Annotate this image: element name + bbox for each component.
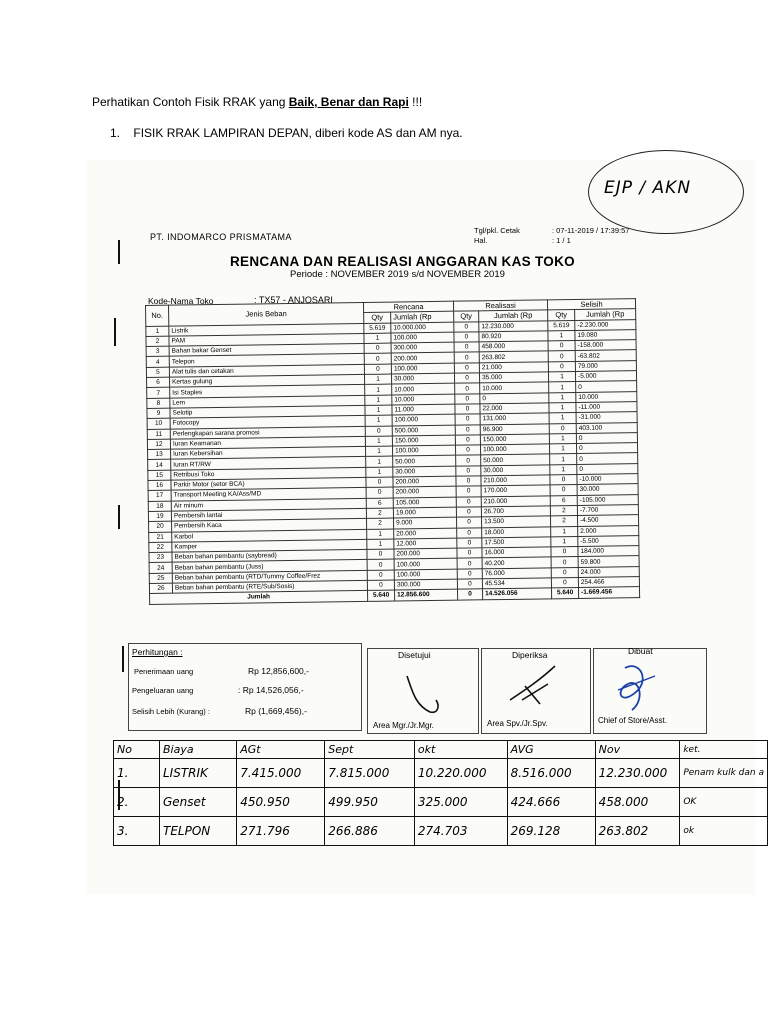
table-cell-q3: 6	[550, 495, 577, 506]
table-cell-j2: 35.000	[479, 372, 548, 383]
table-cell-j3: 24.000	[578, 566, 639, 577]
calculation-title: Perhitungan :	[132, 647, 183, 657]
table-cell-j2: 80.920	[479, 331, 548, 342]
table-cell-j1: 11.000	[392, 404, 455, 415]
table-cell-q2: 0	[454, 363, 479, 374]
header-jumlah: Jumlah (Rp	[391, 311, 454, 322]
area-spv-label: Area Spv./Jr.Spv.	[487, 719, 548, 728]
handwritten-cell: 8.516.000	[507, 759, 595, 788]
handwritten-cell: 2.	[114, 788, 160, 817]
table-cell-q2: 0	[456, 476, 481, 487]
table-cell-no: 13	[148, 449, 171, 460]
table-cell-q2: 0	[457, 579, 482, 590]
penerimaan-value: Rp 12,856,600,-	[248, 666, 309, 676]
table-cell-q3: 0	[551, 557, 578, 568]
table-cell-q3: 1	[549, 433, 576, 444]
area-mgr-label: Area Mgr./Jr.Mgr.	[373, 721, 434, 730]
table-cell-no: 23	[149, 552, 172, 563]
table-cell-j3: 0	[576, 381, 637, 392]
table-cell-q2: 0	[456, 486, 481, 497]
table-cell-q2: 0	[455, 424, 480, 435]
handwritten-header-cell: Sept	[325, 741, 415, 759]
table-cell-q1: 0	[364, 364, 391, 375]
table-cell-name: Air minum	[171, 498, 366, 511]
table-cell-no: 1	[146, 326, 169, 337]
table-cell-name: Iuran Kebersihan	[171, 447, 366, 460]
handwritten-cell: 274.703	[414, 817, 507, 846]
table-cell-j1: 9.000	[394, 517, 457, 528]
table-cell-j2: 100.000	[480, 444, 549, 455]
table-cell-j2: 40.200	[482, 557, 551, 568]
table-cell-q1: 1	[367, 539, 394, 550]
handwritten-cell: 7.415.000	[237, 759, 325, 788]
handwritten-header-cell: okt	[414, 741, 507, 759]
handwritten-cell: 12.230.000	[595, 759, 680, 788]
total-cell: 0	[458, 589, 483, 600]
table-cell-j1: 19.000	[393, 507, 456, 518]
total-cell: 5.640	[368, 590, 395, 601]
header-rencana: Rencana	[363, 301, 453, 313]
table-cell-no: 3	[146, 346, 169, 357]
table-cell-j2: 26.700	[481, 506, 550, 517]
table-cell-q1: 1	[364, 374, 391, 385]
header-qty: Qty	[548, 310, 575, 321]
dibuat-label: Dibuat	[628, 646, 653, 656]
table-cell-q2: 0	[457, 527, 482, 538]
table-cell-name: Bahan bakar Genset	[169, 344, 364, 357]
handwritten-cell: 269.128	[507, 817, 595, 846]
table-cell-name: Alat tulis dan cetakan	[169, 364, 364, 377]
table-cell-q3: 1	[549, 382, 576, 393]
table-cell-j2: 18.000	[482, 526, 551, 537]
handwritten-stamp-text: EJP / AKN	[604, 178, 692, 198]
table-cell-j3: 0	[577, 453, 638, 464]
table-cell-q1: 1	[365, 415, 392, 426]
table-cell-q1: 1	[365, 446, 392, 457]
table-cell-q3: 1	[550, 454, 577, 465]
table-cell-j1: 300.000	[391, 342, 454, 353]
table-cell-no: 20	[149, 521, 172, 532]
table-cell-j2: 170.000	[481, 485, 550, 496]
table-cell-j2: 458.000	[479, 341, 548, 352]
table-cell-j2: 0	[480, 393, 549, 404]
table-cell-j2: 76.000	[482, 568, 551, 579]
table-cell-name: Retribusi Toko	[171, 467, 366, 480]
table-cell-no: 22	[149, 542, 172, 553]
header-qty: Qty	[364, 312, 391, 323]
table-cell-q3: 0	[551, 577, 578, 588]
table-cell-name: Pembersih Kaca	[172, 519, 367, 532]
table-cell-j3: 0	[577, 463, 638, 474]
table-cell-q3: 0	[550, 475, 577, 486]
handwritten-cell: LISTRIK	[159, 759, 236, 788]
table-cell-j2: 45.534	[482, 578, 551, 589]
table-cell-q2: 0	[456, 496, 481, 507]
handwritten-cell: 263.802	[595, 817, 680, 846]
table-cell-name: PAM	[169, 333, 364, 346]
table-cell-j2: 210.000	[481, 496, 550, 507]
table-cell-j2: 30.000	[481, 465, 550, 476]
total-cell: 14.526.056	[482, 588, 551, 599]
table-cell-q1: 0	[367, 559, 394, 570]
table-cell-no: 10	[147, 418, 170, 429]
table-cell-j3: 30.000	[577, 484, 638, 495]
penerimaan-label: Penerimaan uang	[134, 667, 194, 676]
page-label: Hal.	[474, 236, 488, 245]
table-cell-j3: -105.000	[577, 494, 638, 505]
handwritten-cell: 499.950	[325, 788, 415, 817]
table-cell-j1: 30.000	[391, 373, 454, 384]
table-cell-no: 12	[147, 439, 170, 450]
handwritten-cell: 325.000	[414, 788, 507, 817]
intro-suffix: !!!	[408, 95, 423, 109]
table-cell-no: 8	[147, 398, 170, 409]
table-cell-name: Telepon	[169, 354, 364, 367]
table-cell-j2: 150.000	[480, 434, 549, 445]
table-cell-q3: 1	[550, 464, 577, 475]
handwritten-header-cell: AVG	[507, 741, 595, 759]
table-cell-q2: 0	[454, 332, 479, 343]
handwritten-header-cell: ket.	[680, 741, 768, 759]
table-cell-no: 2	[146, 336, 169, 347]
total-cell: -1.669.456	[578, 587, 639, 598]
table-cell-name: Iuran RT/RW	[171, 457, 366, 470]
table-cell-q2: 0	[454, 342, 479, 353]
table-cell-j3: 184.000	[578, 546, 639, 557]
handwritten-cell: 7.815.000	[325, 759, 415, 788]
table-cell-q3: 1	[549, 444, 576, 455]
table-cell-j3: -63.802	[575, 350, 636, 361]
table-cell-no: 7	[147, 388, 170, 399]
table-cell-name: Perlengkapan sarana promosi	[170, 426, 365, 439]
table-cell-j1: 150.000	[392, 435, 455, 446]
table-cell-q3: 1	[548, 330, 575, 341]
table-cell-j2: 96.900	[480, 423, 549, 434]
table-cell-q1: 2	[367, 518, 394, 529]
total-cell: 12.856.600	[395, 589, 458, 600]
table-cell-q1: 0	[364, 354, 391, 365]
table-cell-name: Iuran Keamanan	[170, 436, 365, 449]
table-cell-q1: 0	[366, 477, 393, 488]
table-cell-no: 15	[148, 470, 171, 481]
table-cell-no: 11	[147, 429, 170, 440]
print-date-label: Tgl/pkl. Cetak	[474, 226, 520, 235]
handwritten-header-cell: Biaya	[159, 741, 236, 759]
handwritten-cell: OK	[680, 788, 768, 817]
table-cell-q1: 1	[366, 467, 393, 478]
table-cell-name: Kertas gulung	[170, 375, 365, 388]
handwritten-cell: 10.220.000	[414, 759, 507, 788]
table-cell-j3: -5.500	[578, 535, 639, 546]
table-cell-j1: 50.000	[393, 456, 456, 467]
table-cell-no: 6	[147, 377, 170, 388]
table-cell-q3: 0	[551, 547, 578, 558]
table-cell-q2: 0	[457, 538, 482, 549]
table-cell-j2: 50.000	[481, 454, 550, 465]
handwritten-cell: 3.	[114, 817, 160, 846]
table-cell-q2: 0	[455, 414, 480, 425]
table-cell-j3: 2.000	[578, 525, 639, 536]
table-cell-q3: 0	[551, 567, 578, 578]
table-cell-q1: 1	[365, 384, 392, 395]
table-cell-j2: 131.000	[480, 413, 549, 424]
table-cell-name: Beban bahan pembantu (saybread)	[172, 550, 367, 563]
table-cell-j3: 79.000	[575, 360, 636, 371]
table-cell-j1: 20.000	[394, 528, 457, 539]
table-cell-q2: 0	[454, 373, 479, 384]
table-cell-name: Beban bahan pembantu (RTD/Tummy Coffee/Frez	[172, 570, 367, 583]
table-cell-j1: 200.000	[393, 487, 456, 498]
diperiksa-label: Diperiksa	[512, 650, 548, 660]
table-cell-no: 21	[149, 532, 172, 543]
table-cell-q1: 0	[366, 487, 393, 498]
table-cell-q1: 0	[367, 570, 394, 581]
handwritten-cell: 1.	[114, 759, 160, 788]
table-cell-q1: 0	[367, 549, 394, 560]
table-cell-q3: 0	[550, 485, 577, 496]
table-cell-q2: 0	[455, 383, 480, 394]
header-jumlah: Jumlah (Rp	[479, 310, 548, 321]
table-cell-j1: 100.000	[394, 569, 457, 580]
header-selisih: Selisih	[547, 299, 635, 311]
table-cell-j1: 100.000	[394, 559, 457, 570]
table-cell-q3: 1	[549, 392, 576, 403]
table-cell-q2: 0	[457, 558, 482, 569]
handwritten-table	[113, 740, 768, 846]
table-cell-j3: 254.466	[578, 577, 639, 588]
table-cell-j3: -2.230.000	[575, 319, 636, 330]
table-cell-j2: 13.500	[481, 516, 550, 527]
table-cell-j1: 200.000	[394, 548, 457, 559]
header-realisasi: Realisasi	[453, 300, 547, 312]
table-cell-no: 9	[147, 408, 170, 419]
table-cell-q2: 0	[457, 569, 482, 580]
handwritten-header-row	[114, 741, 768, 759]
total-label: Jumlah	[150, 591, 368, 604]
print-date-value: : 07-11-2019 / 17:39:57	[552, 226, 630, 235]
table-cell-j1: 10.000	[392, 384, 455, 395]
table-cell-no: 26	[149, 583, 172, 594]
intro-emphasis: Baik, Benar dan Rapi	[288, 95, 409, 109]
handwritten-row	[114, 759, 768, 788]
handwritten-cell: 450.950	[237, 788, 325, 817]
table-cell-q1: 1	[364, 333, 391, 344]
table-cell-q3: 0	[548, 361, 575, 372]
table-cell-no: 14	[148, 460, 171, 471]
table-cell-q1: 1	[365, 395, 392, 406]
chief-label: Chief of Store/Asst.	[598, 716, 667, 725]
table-cell-name: Beban bahan pembantu (Juss)	[172, 560, 367, 573]
table-cell-q1: 0	[364, 343, 391, 354]
table-cell-j1: 30.000	[393, 466, 456, 477]
handwritten-cell: 424.666	[507, 788, 595, 817]
table-cell-j1: 100.000	[392, 445, 455, 456]
table-cell-q3: 1	[548, 372, 575, 383]
table-cell-j2: 10.000	[480, 382, 549, 393]
table-cell-name: Kamper	[172, 539, 367, 552]
table-cell-j3: 0	[576, 432, 637, 443]
table-cell-q1: 0	[365, 426, 392, 437]
table-cell-q1: 1	[367, 529, 394, 540]
table-cell-name: Beban bahan pembantu (RTE/Sub/Sosis)	[172, 580, 367, 593]
handwritten-header-cell: AGt	[237, 741, 325, 759]
handwritten-row	[114, 788, 768, 817]
table-cell-j3: 10.000	[576, 391, 637, 402]
table-cell-q1: 5.619	[364, 323, 391, 334]
table-cell-j2: 12.230.000	[479, 320, 548, 331]
pengeluaran-value: : Rp 14,526,056,-	[238, 685, 304, 695]
handwritten-cell: ok	[680, 817, 768, 846]
store-label: Kode-Nama Toko	[148, 296, 214, 306]
handwritten-cell: 271.796	[237, 817, 325, 846]
table-cell-q2: 0	[456, 455, 481, 466]
header-jumlah: Jumlah (Rp	[575, 309, 636, 320]
table-cell-q3: 1	[549, 402, 576, 413]
table-cell-q1: 6	[366, 498, 393, 509]
table-cell-q3: 1	[551, 536, 578, 547]
table-cell-j1: 100.000	[392, 414, 455, 425]
table-cell-q3: 0	[548, 351, 575, 362]
table-cell-q3: 1	[551, 526, 578, 537]
table-cell-q2: 0	[455, 404, 480, 415]
table-cell-q3: 1	[549, 413, 576, 424]
table-cell-q2: 0	[456, 517, 481, 528]
table-cell-j2: 21.000	[479, 362, 548, 373]
table-cell-j3: -7.700	[577, 505, 638, 516]
table-cell-j1: 100.000	[391, 363, 454, 374]
table-cell-j2: 263.802	[479, 351, 548, 362]
table-cell-q3: 0	[548, 341, 575, 352]
table-cell-q2: 0	[455, 435, 480, 446]
table-cell-j1: 300.000	[394, 579, 457, 590]
table-cell-j1: 10.000.000	[391, 322, 454, 333]
table-cell-j2: 17.500	[482, 537, 551, 548]
store-value: : TX57 - ANJOSARI	[254, 295, 333, 305]
table-cell-q2: 0	[456, 466, 481, 477]
table-cell-name: Lem	[170, 395, 365, 408]
table-cell-q3: 2	[550, 505, 577, 516]
handwritten-row	[114, 817, 768, 846]
table-cell-j3: 403.100	[576, 422, 637, 433]
table-cell-q1: 1	[365, 436, 392, 447]
table-cell-q1: 1	[365, 405, 392, 416]
table-cell-no: 4	[146, 357, 169, 368]
table-cell-q3: 0	[549, 423, 576, 434]
table-cell-q3: 5.619	[548, 320, 575, 331]
table-cell-no: 16	[148, 480, 171, 491]
table-cell-q1: 2	[366, 508, 393, 519]
table-cell-name: Transport Meeting KA/Ass/MD	[171, 488, 366, 501]
table-cell-j1: 500.000	[392, 425, 455, 436]
table-cell-no: 25	[149, 573, 172, 584]
table-cell-j3: 59.800	[578, 556, 639, 567]
table-cell-no: 5	[146, 367, 169, 378]
handwritten-header-cell: Nov	[595, 741, 680, 759]
table-cell-j3: -31.000	[576, 412, 637, 423]
table-cell-q2: 0	[454, 321, 479, 332]
table-cell-j1: 200.000	[391, 353, 454, 364]
selisih-label: Selisih Lebih (Kurang) :	[132, 707, 210, 716]
table-cell-q1: 1	[366, 457, 393, 468]
table-cell-j3: -4.500	[577, 515, 638, 526]
table-cell-q2: 0	[454, 352, 479, 363]
handwritten-cell: Genset	[159, 788, 236, 817]
table-cell-j1: 200.000	[393, 476, 456, 487]
table-cell-j1: 12.000	[394, 538, 457, 549]
table-cell-q1: 0	[367, 580, 394, 591]
handwritten-cell: 458.000	[595, 788, 680, 817]
total-cell: 5.640	[551, 588, 578, 599]
handwritten-cell: Penam kulk dan a	[680, 759, 768, 788]
handwritten-header-cell: No	[114, 741, 160, 759]
table-cell-q3: 2	[550, 516, 577, 527]
table-cell-name: Parkir Motor (setor BCA)	[171, 477, 366, 490]
table-cell-j2: 22.000	[480, 403, 549, 414]
table-cell-name: Isi Staples	[170, 385, 365, 398]
table-cell-j3: -10.000	[577, 474, 638, 485]
disetujui-label: Disetujui	[398, 650, 431, 660]
table-cell-j2: 210.000	[481, 475, 550, 486]
page-value: : 1 / 1	[552, 236, 571, 245]
table-cell-no: 24	[149, 563, 172, 574]
table-cell-no: 17	[148, 490, 171, 501]
document-title: RENCANA DAN REALISASI ANGGARAN KAS TOKO	[230, 254, 575, 269]
table-cell-q2: 0	[457, 548, 482, 559]
handwritten-table-body	[114, 741, 768, 846]
table-cell-j3: 19.080	[575, 330, 636, 341]
list-item-number: 1.	[110, 126, 121, 140]
table-cell-j2: 16.000	[482, 547, 551, 558]
table-cell-name: Karbol	[172, 529, 367, 542]
table-cell-no: 18	[148, 501, 171, 512]
selisih-value: Rp (1,669,456),-	[245, 706, 307, 716]
table-cell-name: Fotocopy	[170, 416, 365, 429]
table-cell-j3: -11.000	[576, 402, 637, 413]
table-cell-name: Selotip	[170, 405, 365, 418]
table-cell-j1: 10.000	[392, 394, 455, 405]
table-cell-name: Pembersih lantai	[171, 508, 366, 521]
intro-prefix: Perhatikan Contoh Fisik RRAK yang	[92, 95, 289, 109]
header-no: No.	[146, 305, 169, 326]
table-cell-name: Listrik	[169, 323, 364, 336]
list-item-text: FISIK RRAK LAMPIRAN DEPAN, diberi kode AS dan AM nya.	[133, 126, 463, 140]
table-cell-j3: 0	[576, 443, 637, 454]
header-jenis-beban: Jenis Beban	[169, 302, 364, 325]
document-periode: Periode : NOVEMBER 2019 s/d NOVEMBER 2019	[290, 269, 505, 280]
pengeluaran-label: Pengeluaran uang	[132, 686, 194, 695]
company-name: PT. INDOMARCO PRISMATAMA	[150, 232, 292, 242]
table-cell-no: 19	[148, 511, 171, 522]
table-cell-j3: -158.000	[575, 340, 636, 351]
table-cell-q2: 0	[456, 507, 481, 518]
handwritten-cell: 266.886	[325, 817, 415, 846]
table-cell-j1: 100.000	[391, 332, 454, 343]
table-cell-q2: 0	[455, 394, 480, 405]
handwritten-cell: TELPON	[159, 817, 236, 846]
table-cell-j3: -5.000	[575, 371, 636, 382]
table-cell-q2: 0	[455, 445, 480, 456]
header-qty: Qty	[454, 311, 479, 322]
table-cell-j1: 105.000	[393, 497, 456, 508]
